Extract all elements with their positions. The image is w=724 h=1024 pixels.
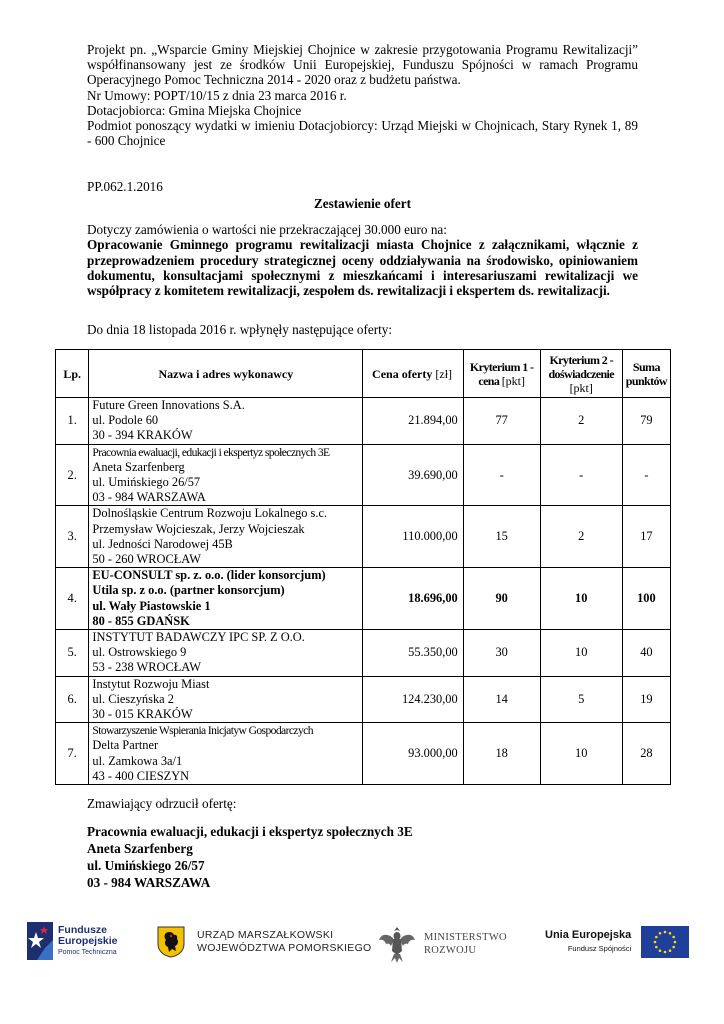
row-contractor: Dolnośląskie Centrum Rozwoju Lokalnego s.c. Przemysław Wojcieszak, Jerzy Wojcieszak ul. Jedności Narodowej 45B 50 - 260 WROCŁAW — [89, 506, 363, 568]
row-sum: 40 — [622, 630, 670, 677]
eu-flag-icon — [641, 926, 689, 958]
row-sum: 19 — [622, 676, 670, 723]
table-row — [56, 506, 671, 568]
eagle-emblem-icon — [378, 924, 416, 964]
header-criterion-1: Kryterium 1 - cena [pkt] — [463, 350, 540, 398]
fe-line1: Fundusze — [58, 923, 107, 936]
row-criterion-2: 10 — [540, 630, 622, 677]
ue-logo — [545, 926, 689, 958]
um-line2: WOJEWÓDZTWA POMORSKIEGO — [197, 942, 372, 954]
header-name: Nazwa i adres wykonawcy — [89, 350, 363, 398]
row-price: 18.696,00 — [363, 568, 463, 630]
header-lp: Lp. — [56, 350, 89, 398]
um-logo — [157, 926, 372, 958]
min-line1: MINISTERSTWO — [424, 932, 507, 943]
row-price: 93.000,00 — [363, 723, 463, 785]
rejected-label: Zmawiający odrzucił ofertę: — [87, 796, 237, 811]
row-contractor: Instytut Rozwoju Miast ul. Cieszyńska 2 30 - 015 KRAKÓW — [89, 676, 363, 723]
row-lp: 1. — [56, 398, 89, 445]
row-lp: 7. — [56, 723, 89, 785]
row-criterion-1: 15 — [463, 506, 540, 568]
fe-star-icon — [27, 922, 53, 960]
row-contractor: EU-CONSULT sp. z. o.o. (lider konsorcjum) Utila sp. z o.o. (partner konsorcjum) ul. Wały Piastowskie 1 80 - 855 GDAŃSK — [89, 568, 363, 630]
table-row — [56, 444, 671, 506]
header-criterion-2: Kryterium 2 - doświadczenie [pkt] — [540, 350, 622, 398]
um-line1: URZĄD MARSZAŁKOWSKI — [197, 929, 334, 941]
row-price: 110.000,00 — [363, 506, 463, 568]
row-sum: 28 — [622, 723, 670, 785]
row-criterion-2: 10 — [540, 568, 622, 630]
row-criterion-1: 77 — [463, 398, 540, 445]
ue-line2: Fundusz Spójności — [567, 944, 632, 953]
table-row — [56, 398, 671, 445]
row-contractor: Stowarzyszenie Wspierania Inicjatyw Gospodarczych Delta Partner ul. Zamkowa 3a/1 43 - 400 CIESZYN — [89, 723, 363, 785]
row-criterion-2: 2 — [540, 506, 622, 568]
row-contractor: INSTYTUT BADAWCZY IPC SP. Z O.O. ul. Ostrowskiego 9 53 - 238 WROCŁAW — [89, 630, 363, 677]
row-price: 124.230,00 — [363, 676, 463, 723]
fe-line2: Europejskie — [58, 934, 118, 947]
row-criterion-1: 14 — [463, 676, 540, 723]
row-criterion-2: 2 — [540, 398, 622, 445]
row-criterion-1: 90 — [463, 568, 540, 630]
grantee: Dotacjobiorca: Gmina Miejska Chojnice — [87, 102, 302, 118]
min-logo — [378, 924, 507, 964]
row-price: 21.894,00 — [363, 398, 463, 445]
intro-line: Dotyczy zamówienia o wartości nie przekraczającej 30.000 euro na: — [87, 222, 447, 237]
table-row — [56, 630, 671, 677]
table-row — [56, 723, 671, 785]
row-criterion-1: 30 — [463, 630, 540, 677]
row-criterion-2: - — [540, 444, 622, 506]
rejected-line: 03 - 984 WARSZAWA — [87, 875, 211, 890]
rejected-offer — [87, 823, 413, 891]
row-criterion-1: 18 — [463, 723, 540, 785]
table-row — [56, 568, 671, 630]
row-sum: 100 — [622, 568, 670, 630]
min-line2: ROZWOJU — [424, 945, 477, 956]
table-header-row — [56, 350, 671, 398]
header-sum: Suma punktów — [622, 350, 670, 398]
row-lp: 6. — [56, 676, 89, 723]
order-subject: Opracowanie Gminnego programu rewitalizacji miasta Chojnice z załącznikami, włącznie z przeprowadzeniem procedury strategicznej oceny oddziaływania na środowisko, opiniowaniem dokumentu, konsultacjami społecznymi z mieszkańcami i interesariuszami rewitalizacji we współpracy z komitetem rewitalizacji, zespołem ds. rewitalizacji i ekspertem ds. rewitalizacji. — [87, 237, 638, 299]
document-title: Zestawienie ofert — [313, 196, 412, 211]
row-price: 39.690,00 — [363, 444, 463, 506]
row-lp: 3. — [56, 506, 89, 568]
row-criterion-1: - — [463, 444, 540, 506]
project-description: Projekt pn. „Wsparcie Gminy Miejskiej Chojnice w zakresie przygotowania Programu Rewitalizacji” współfinansowany jest ze środków Unii Europejskiej, Funduszu Spójności w ramach Programu Operacyjnego Pomoc Techniczna 2014 - 2020 oraz z budżetu państwa. — [87, 42, 638, 88]
intro-section — [87, 222, 638, 298]
row-price: 55.350,00 — [363, 630, 463, 677]
agreement-number: Nr Umowy: POPT/10/15 z dnia 23 marca 2016 r. — [87, 87, 347, 103]
spending-entity: Podmiot ponoszący wydatki w imieniu Dotacjobiorcy: Urząd Miejski w Chojnicach, Stary Rynek 1, 89 - 600 Chojnice — [87, 118, 638, 149]
project-header — [87, 42, 638, 148]
table-row — [56, 676, 671, 723]
row-lp: 4. — [56, 568, 89, 630]
row-sum: - — [622, 444, 670, 506]
rejected-line: Aneta Szarfenberg — [87, 841, 193, 856]
row-sum: 17 — [622, 506, 670, 568]
footer-logos — [0, 918, 724, 968]
ue-line1: Unia Europejska — [545, 929, 632, 941]
offers-table — [55, 349, 671, 785]
row-lp: 2. — [56, 444, 89, 506]
header-price: Cena oferty [zł] — [363, 350, 463, 398]
griffin-shield-icon — [157, 926, 185, 958]
row-contractor: Future Green Innovations S.A. ul. Podole 60 30 - 394 KRAKÓW — [89, 398, 363, 445]
row-lp: 5. — [56, 630, 89, 677]
row-criterion-2: 10 — [540, 723, 622, 785]
row-sum: 79 — [622, 398, 670, 445]
fe-logo — [27, 922, 118, 960]
row-contractor: Pracownia ewaluacji, edukacji i ekspertyz społecznych 3E Aneta Szarfenberg ul. Umińskiego 26/57 03 - 984 WARSZAWA — [89, 444, 363, 506]
rejected-line: ul. Umińskiego 26/57 — [87, 858, 205, 873]
fe-line3: Pomoc Techniczna — [58, 948, 117, 956]
row-criterion-2: 5 — [540, 676, 622, 723]
received-offers-line: Do dnia 18 listopada 2016 r. wpłynęły następujące oferty: — [87, 322, 393, 337]
rejected-line: Pracownia ewaluacji, edukacji i ekspertyz społecznych 3E — [87, 824, 413, 839]
reference-number: PP.062.1.2016 — [87, 179, 163, 194]
